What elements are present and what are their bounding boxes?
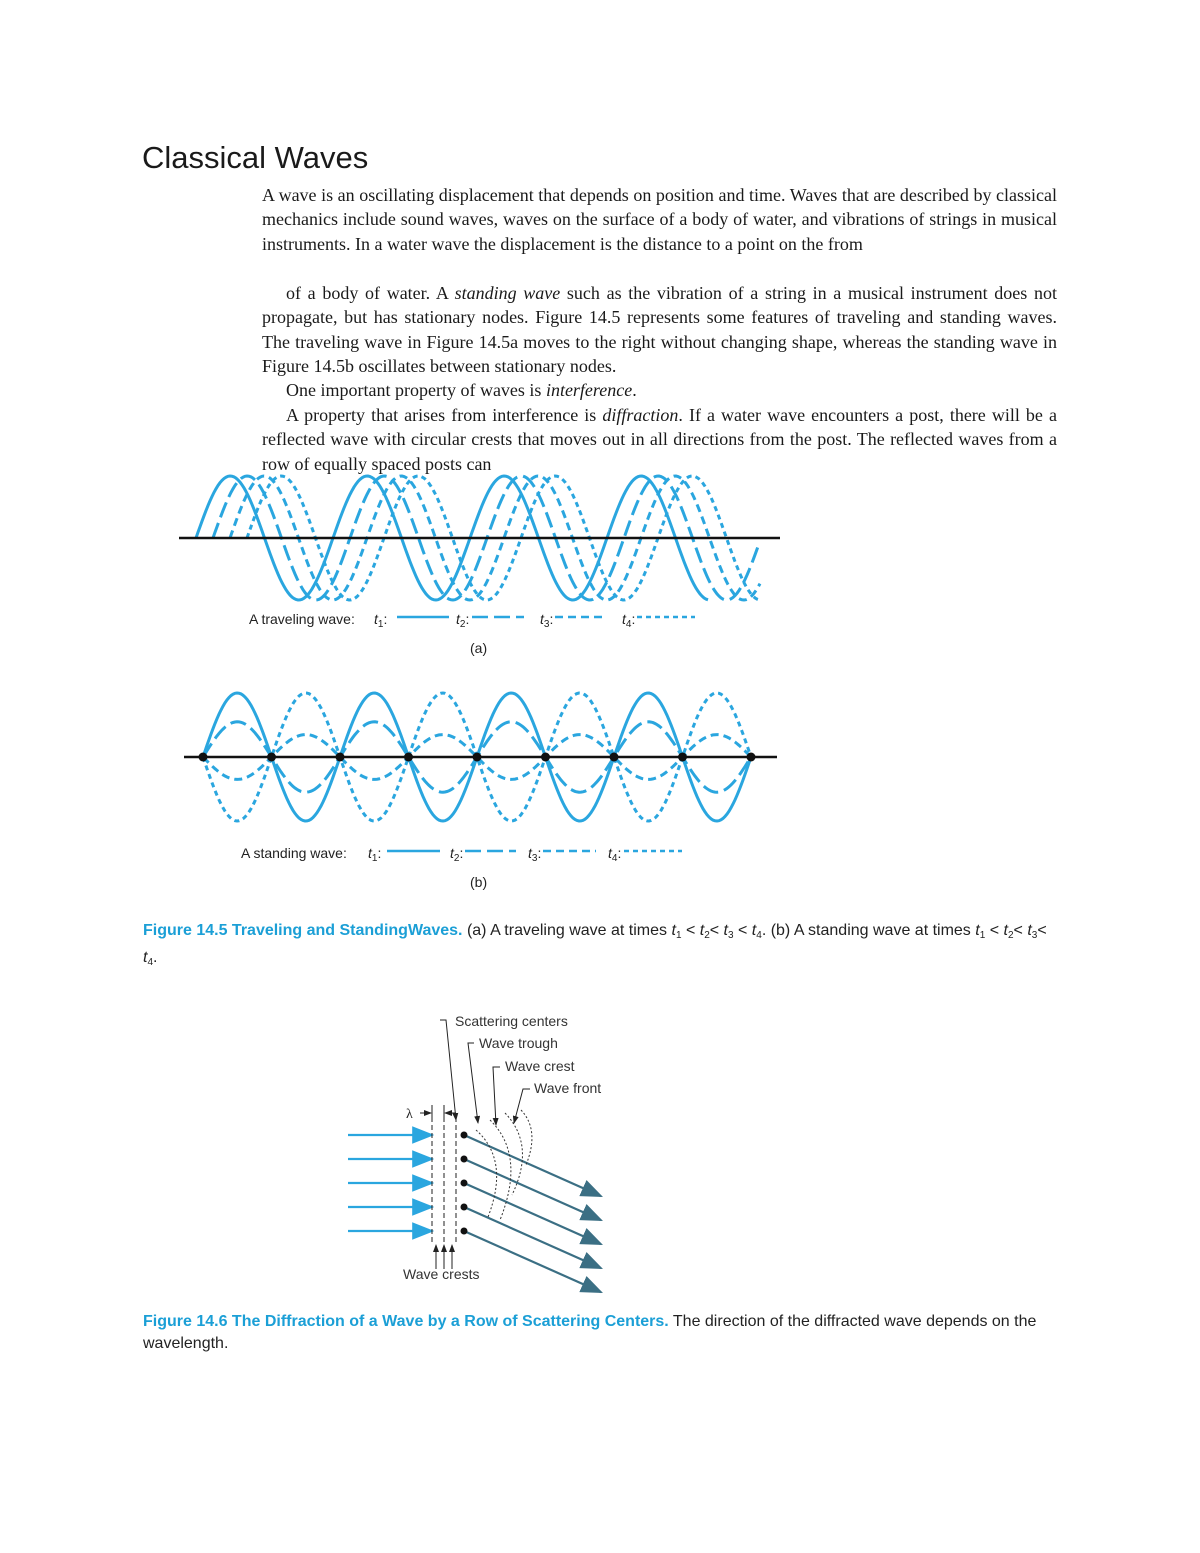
- diffracted-rays: [464, 1135, 601, 1292]
- scattering-center: [461, 1228, 468, 1235]
- paragraph-1: A wave is an oscillating displacement that depends on position and time. Waves that are described by classical mechanics include sound waves, waves on the surface of a body of water, and vibrations of strings in musical instruments. In a water wave the displacement is the distance to a point on the from: [262, 185, 1057, 254]
- diffracted-crest-arcs: [476, 1110, 532, 1220]
- node-dot: [404, 753, 413, 762]
- legend-b-t3: $t_3$:: [528, 845, 542, 864]
- legend-b-t2: $t_2$:: [450, 845, 464, 864]
- caption-figure-14-5: Figure 14.5 Traveling and StandingWaves. (a) A traveling wave at times $t_1 < t_2< t_3 < t_4$. (b) A standing wave at times $t_1 < t_2< t_3< t_4$.: [143, 922, 1047, 968]
- node-dot: [678, 753, 687, 762]
- term-standing-wave: standing wave: [454, 283, 561, 303]
- term-diffraction: diffraction: [602, 405, 679, 425]
- legend-b-t4: $t_4$:: [608, 845, 622, 864]
- scattering-center: [461, 1132, 468, 1139]
- wave-crest-lines: [432, 1117, 456, 1245]
- node-dot: [541, 753, 550, 762]
- legend-traveling: A traveling wave:: [249, 611, 355, 627]
- scattering-center: [461, 1156, 468, 1163]
- scattering-center-dots: [461, 1132, 468, 1235]
- diffracted-ray: [464, 1135, 601, 1196]
- diffracted-ray: [464, 1207, 601, 1268]
- node-dot: [199, 753, 208, 762]
- scattering-center: [461, 1180, 468, 1187]
- leader-wave-crest: [493, 1067, 500, 1125]
- incident-rays: [348, 1135, 432, 1231]
- lambda-symbol: λ: [406, 1107, 413, 1122]
- legend-t1: $t_1$:: [374, 611, 388, 630]
- label-wave-crest: Wave crest: [505, 1058, 575, 1074]
- scattering-center: [461, 1204, 468, 1211]
- paragraph-4: A property that arises from interference is diffraction. If a water wave encounters a post, there will be a reflected wave with circular crests that moves out in all directions from the post. The reflected waves from a row of equally spaced posts can: [262, 405, 1057, 474]
- label-wave-front: Wave front: [534, 1080, 602, 1096]
- paragraph-3: One important property of waves is interference.: [286, 380, 637, 400]
- legend-t2: $t_2$:: [456, 611, 470, 630]
- legend-b-t1: $t_1$:: [368, 845, 382, 864]
- diffracted-ray: [464, 1231, 601, 1292]
- diffracted-ray: [464, 1159, 601, 1220]
- label-scattering-centers: Scattering centers: [455, 1013, 568, 1029]
- leader-wave-front: [514, 1089, 530, 1123]
- node-dot: [473, 753, 482, 762]
- page-title: Classical Waves: [142, 140, 369, 175]
- leader-scattering-centers: [440, 1020, 456, 1120]
- node-dot: [747, 753, 756, 762]
- legend-t4: $t_4$:: [622, 611, 636, 630]
- node-dot: [336, 753, 345, 762]
- paragraph-2: of a body of water. A standing wave such as the vibration of a string in a musical instrument does not propagate, but has stationary nodes. Figure 14.5 represents some features of traveling and standing waves. The traveling wave in Figure 14.5a moves to the right without changing shape, whereas the standing wave in Figure 14.5b oscillates between stationary nodes.: [262, 283, 1057, 377]
- legend-t3: $t_3$:: [540, 611, 554, 630]
- node-dot: [267, 753, 276, 762]
- leader-wave-trough: [468, 1043, 478, 1123]
- panel-label-b: (b): [470, 874, 488, 890]
- legend-standing: A standing wave:: [241, 845, 347, 861]
- label-wave-crests: Wave crests: [403, 1266, 480, 1282]
- caption-figure-14-6: Figure 14.6 The Diffraction of a Wave by a Row of Scattering Centers. The direction of the diffracted wave depends on the wavelength.: [143, 1313, 1037, 1352]
- panel-label-a: (a): [470, 640, 488, 656]
- term-interference: interference: [545, 380, 633, 400]
- node-dot: [610, 753, 619, 762]
- label-wave-trough: Wave trough: [479, 1035, 558, 1051]
- diffracted-ray: [464, 1183, 601, 1244]
